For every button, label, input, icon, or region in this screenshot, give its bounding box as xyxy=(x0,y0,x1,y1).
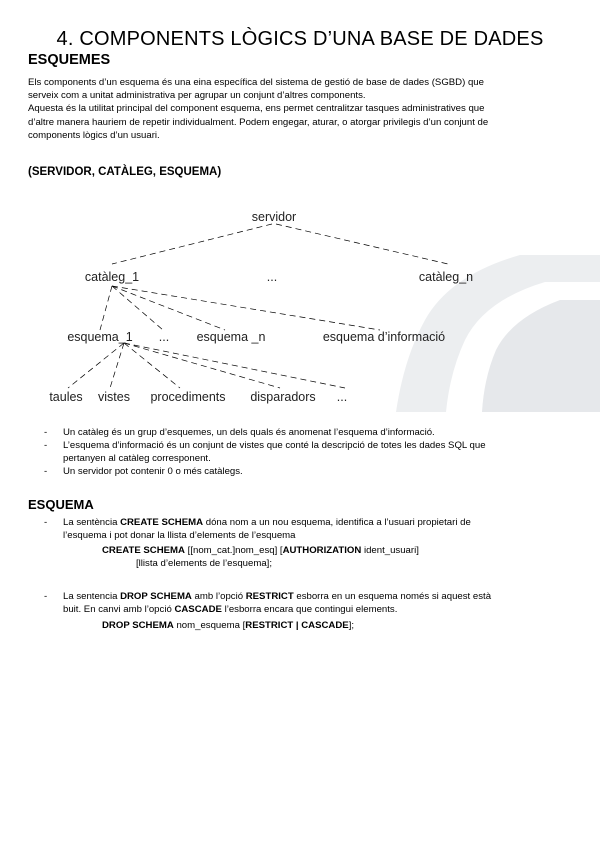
connector-servidor-cataleg1 xyxy=(112,224,272,264)
node-esquema-n: esquema _n xyxy=(196,330,266,344)
intro-line-5: components lògics d’un usuari. xyxy=(28,129,160,141)
create-syntax-line-2: [llista d’elements de l’esquema]; xyxy=(136,558,272,569)
drop-schema-syntax xyxy=(102,619,354,632)
section-heading-esquema: ESQUEMA xyxy=(28,497,94,512)
create-syntax-line-1 xyxy=(102,544,419,557)
node-servidor: servidor xyxy=(251,210,297,224)
text-fragment: esborra en un esquema només si aquest està xyxy=(293,591,492,602)
node-ellipsis-catalegs: ... xyxy=(266,270,278,284)
node-cataleg-1: catàleg_1 xyxy=(84,270,140,284)
intro-line-2: serveix com a unitat administrativa per agrupar un conjunt d’altres components. xyxy=(28,90,366,102)
node-disparadors: disparadors xyxy=(250,390,316,404)
section-heading-esquemes: ESQUEMES xyxy=(28,52,111,68)
keyword-cascade: CASCADE xyxy=(174,604,222,615)
keyword-drop-schema: DROP SCHEMA xyxy=(120,591,192,602)
keyword-drop-schema: DROP SCHEMA xyxy=(102,620,174,631)
node-esquema-informacio: esquema d’informació xyxy=(322,330,446,344)
list-item-line-1: L’esquema d’informació és un conjunt de vistes que conté la descripció de totes les dades SQL que xyxy=(63,440,486,451)
connector-cataleg1-esqueman xyxy=(112,286,225,330)
list-item xyxy=(44,590,564,616)
diagram-connectors xyxy=(68,224,448,388)
connector-cataleg1-esquema1 xyxy=(100,286,112,330)
list-item: - Un servidor pot contenir 0 o més catàlegs. xyxy=(44,465,564,478)
intro-paragraph xyxy=(28,76,573,142)
connector-esquema1-procediments xyxy=(124,343,180,388)
connector-esquema1-taules xyxy=(68,343,124,388)
intro-line-3: Aquesta és la utilitat principal del component esquema, ens permet centralitzar tasques administratives que xyxy=(28,103,485,115)
keyword-authorization: AUTHORIZATION xyxy=(282,545,362,556)
text-fragment: La sentència xyxy=(63,517,121,528)
keyword-restrict-cascade: RESTRICT | CASCADE xyxy=(245,620,349,631)
node-esquema-1: esquema_1 xyxy=(67,330,133,344)
text-fragment: [[nom_cat.]nom_esq] [ xyxy=(184,545,283,556)
text-fragment: buit. En canvi amb l’opció xyxy=(63,604,175,615)
catalog-bullet-list xyxy=(44,426,564,478)
connector-cataleg1-ellipsis xyxy=(112,286,163,330)
text-fragment: nom_esquema [ xyxy=(173,620,246,631)
intro-line-1: Els components d’un esquema és una eina específica del sistema de gestió de base de dades (SGBD) que xyxy=(28,77,484,88)
text-fragment: ident_usuari] xyxy=(361,545,419,556)
text-fragment: La sentencia xyxy=(63,591,121,602)
intro-line-4: d’altre manera hauriem de repetir individualment. Podem engegar, aturar, o atorgar privilegis d’un conjunt de xyxy=(28,116,489,128)
list-item-line-2: pertanyen al catàleg corresponent. xyxy=(63,453,211,464)
text-fragment: amb l’opció xyxy=(191,591,246,602)
hierarchy-heading: (SERVIDOR, CATÀLEG, ESQUEMA) xyxy=(28,166,222,178)
connector-esquema1-disparadors xyxy=(124,343,280,388)
hierarchy-diagram xyxy=(0,190,600,415)
drop-schema-bullet xyxy=(44,590,564,616)
node-ellipsis-esquemes: ... xyxy=(158,330,170,344)
node-procediments: procediments xyxy=(150,390,226,404)
list-item: - Un catàleg és un grup d’esquemes, un dels quals és anomenat l’esquema d’informació. xyxy=(44,426,564,439)
text-fragment: dóna nom a un nou esquema, identifica a l’usuari propietari de xyxy=(203,517,471,528)
node-cataleg-n: catàleg_n xyxy=(418,270,474,284)
keyword-create-schema: CREATE SCHEMA xyxy=(102,545,185,556)
keyword-create-schema: CREATE SCHEMA xyxy=(120,517,204,528)
text-fragment: l’esquema i pot donar la llista d’elements de l’esquema xyxy=(63,530,296,541)
node-vistes: vistes xyxy=(98,390,130,404)
connector-servidor-catalegn xyxy=(276,224,448,264)
text-fragment: ]; xyxy=(348,620,355,631)
text-fragment: l’esborra encara que contingui elements. xyxy=(221,604,398,615)
keyword-restrict: RESTRICT xyxy=(245,591,294,602)
connector-esquema1-ellipsis xyxy=(124,343,345,388)
create-schema-bullet xyxy=(44,516,564,542)
create-schema-syntax xyxy=(102,544,419,570)
node-taules: taules xyxy=(49,390,83,404)
page-title: 4. COMPONENTS LÒGICS D’UNA BASE DE DADES xyxy=(56,28,544,50)
connector-cataleg1-informacio xyxy=(112,286,380,330)
list-item xyxy=(44,439,564,465)
node-ellipsis-objectes: ... xyxy=(336,390,348,404)
connector-esquema1-vistes xyxy=(110,343,124,388)
list-item xyxy=(44,516,564,542)
